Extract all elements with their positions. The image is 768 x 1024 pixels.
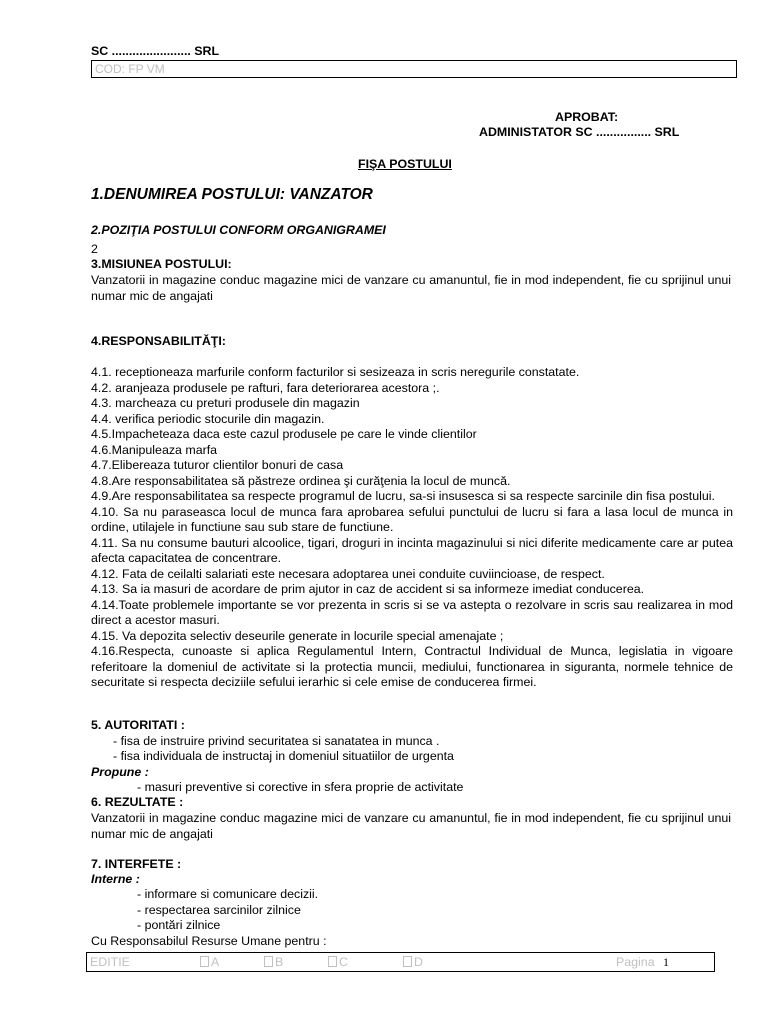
list-item: - fisa de instruire privind securitatea si sanatatea in munca . — [113, 734, 440, 748]
list-item: 4.4. verifica periodic stocurile din magazin. — [91, 411, 325, 426]
list-item: 4.10. Sa nu paraseasca locul de munca fara aprobarea sefului punctului de lucru si fara a lasa locul de munca in ordine, utilajele in functiune sau sub stare de functiune. — [91, 504, 733, 534]
list-item: 4.8.Are responsabilitatea să păstreze ordinea şi curăţenia la locul de muncă. — [91, 473, 511, 488]
list-item: - respectarea sarcinilor zilnice — [137, 903, 301, 917]
list-item: 4.14.Toate problemele importante se vor prezenta in scris si se va astepta o rezolvare in scris sau realizarea in mod direct a acestor masuri. — [91, 597, 733, 627]
page-label: Pagina — [616, 955, 655, 969]
list-item: 4.1. receptioneaza marfurile conform facturilor si sesizeaza in scris neregurile constatate. — [91, 365, 580, 379]
list-item: 4.2. aranjeaza produsele pe rafturi, fara deteriorarea acestora ;. — [91, 380, 440, 395]
section-7-heading: 7. INTERFETE : — [91, 857, 182, 871]
checkbox-icon — [403, 956, 412, 967]
section-2-heading: 2.POZIŢIA POSTULUI CONFORM ORGANIGRAMEI — [91, 223, 386, 237]
list-item: 4.7.Elibereaza tuturor clientilor bonuri de casa — [91, 458, 344, 472]
list-item: 4.5.Impacheteaza daca este cazul produsele pe care le vinde clientilor — [91, 427, 477, 441]
edition-label: EDITIE — [90, 955, 130, 969]
list-item: - masuri preventive si corective in sfera proprie de activitate — [137, 780, 464, 794]
list-item: 4.15. Va depozita selectiv deseurile generate in locurile special amenajate ; — [91, 628, 504, 643]
list-item: 4.16.Respecta, cunoaste si aplica Regulamentul Intern, Contractul Individual de Munca, legislatia in vigoare referitoare la domeniul de activitate si la protectia muncii, mediului, functionarea in siguranta, normele tehnice de securitate si respecta deciziile sefului ierarhic si cele emise de conducerea firmei. — [91, 644, 733, 689]
footer-box — [86, 952, 715, 972]
hr-line: Cu Responsabilul Resurse Umane pentru : — [91, 934, 327, 948]
edition-option-c: C — [328, 953, 348, 971]
section-3-text: Vanzatorii in magazine conduc magazine mici de vanzare cu amanuntul, fie in mod independent, fie cu sprijinul unui numar mic de angajati — [91, 273, 731, 303]
checkbox-icon — [264, 956, 273, 967]
propune-label: Propune : — [91, 765, 149, 779]
section-1-heading: 1.DENUMIREA POSTULUI: VANZATOR — [91, 186, 373, 203]
list-item: - informare si comunicare decizii. — [137, 887, 319, 901]
interne-label: Interne : — [91, 872, 140, 886]
checkbox-icon — [328, 956, 337, 967]
section-2-value: 2 — [91, 242, 98, 256]
section-6-heading: 6. REZULTATE : — [91, 795, 184, 809]
list-item: 4.6.Manipuleaza marfa — [91, 442, 218, 457]
section-5-heading: 5. AUTORITATI : — [91, 718, 185, 732]
page-number: 1 — [663, 955, 669, 969]
approval-label: APROBAT: — [555, 110, 619, 124]
responsibilities-list — [91, 365, 733, 691]
edition-option-d: D — [403, 953, 423, 971]
company-header: SC ....................... SRL — [91, 44, 220, 58]
list-item: - fisa individuala de instructaj in domeniul situatiilor de urgenta — [113, 749, 454, 763]
section-3-heading: 3.MISIUNEA POSTULUI: — [91, 257, 232, 271]
list-item: 4.9.Are responsabilitatea sa respecte programul de lucru, sa-si insusesca si sa respecte sarcinile din fisa postului. — [91, 489, 715, 503]
section-4-heading: 4.RESPONSABILITĂŢI: — [91, 334, 226, 348]
list-item: - pontări zilnice — [137, 918, 221, 932]
list-item: 4.12. Fata de ceilalti salariati este necesara adoptarea unei conduite cuviincioase, de respect. — [91, 566, 605, 581]
section-6-text: Vanzatorii in magazine conduc magazine mici de vanzare cu amanuntul, fie in mod independent, fie cu sprijinul unui numar mic de angajati — [91, 811, 731, 841]
edition-option-a: A — [200, 953, 219, 971]
page-title: FIŞA POSTULUI — [358, 157, 452, 171]
list-item: 4.3. marcheaza cu preturi produsele din magazin — [91, 396, 360, 410]
checkbox-icon — [200, 956, 209, 967]
document-code-box: COD: FP VM — [91, 60, 737, 78]
edition-option-b: B — [264, 953, 283, 971]
administrator-line: ADMINISTATOR SC ................ SRL — [479, 125, 680, 139]
list-item: 4.13. Sa ia masuri de acordare de prim ajutor in caz de accident si sa informeze imediat conducerea. — [91, 582, 645, 596]
list-item: 4.11. Sa nu consume bauturi alcoolice, tigari, droguri in incinta magazinului si nici diferite medicamente care ar putea afecta capacitatea de concentrare. — [91, 535, 733, 565]
